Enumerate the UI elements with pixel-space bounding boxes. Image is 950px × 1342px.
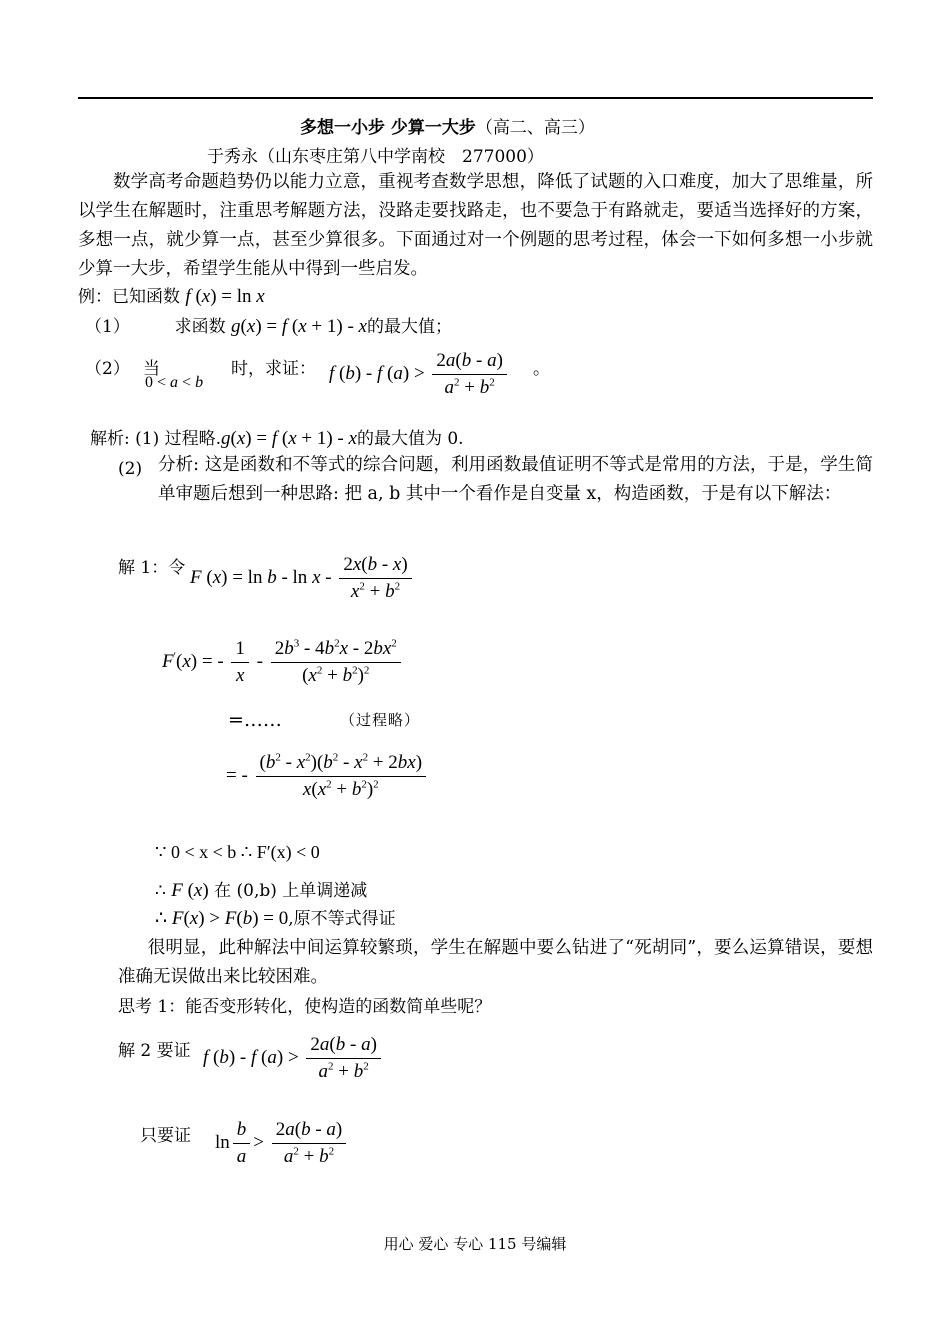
title-text: 多想一小步 少算一大步 [300, 118, 476, 138]
q1-formula: g(x) = f (x + 1) - x [231, 316, 367, 337]
intro-paragraph: 数学高考命题趋势仍以能力立意，重视考查数学思想，降低了试题的入口难度，加大了思维量，所以学生在解题时，注重思考解题方法，没路走要找路走，也不要急于有路就走，要适当选择好的方案，多想一点，就少算一点，甚至少算很多。下面通过对一个例题的思考过程，体会一下如何多想一小步就少算一大步，希望学生能从中得到一些启发。 [78, 172, 873, 279]
sol1-dots: =…… [228, 709, 282, 731]
sol2-label: 解 2 要证 [118, 1041, 191, 1061]
therefore-line-1 [155, 880, 367, 902]
q1-text: 求函数 [174, 317, 226, 337]
therefore2-text: ,原不等式得证 [288, 909, 396, 929]
top-rule [78, 97, 873, 99]
sol1-definition: F (x) = ln b - ln x - $\frac{2x(b - x)}{x^2 + b^2}$ [190, 554, 415, 603]
example-label: 例：已知函数 [78, 287, 180, 307]
sol1-factored: = - $\frac{(b^2 - x^2)(b^2 - x^2 + 2bx)}{x(x^2 + b^2)^2}$ [226, 752, 429, 801]
because-line: ∵ 0 < x < b ∴ F′(x) < 0 [155, 842, 320, 862]
therefore-line-2 [155, 908, 396, 930]
sol1-derivative: F′(x) = - $\frac{1}{x}$ - $\frac{2b^3 - 4b^2x - 2bx^2}{(x^2 + b^2)^2}$ [162, 638, 404, 687]
title-suffix: （高二、高三） [475, 118, 595, 138]
sol1-note: （过程略） [340, 711, 421, 729]
question-1 [85, 316, 452, 338]
analysis2-label: (2) [118, 459, 143, 479]
analysis1-tail: 的最大值为 0. [356, 429, 464, 449]
example-formula: f (x) = ln x [185, 286, 265, 307]
therefore1-text: 在 (0,b) 上单调递减 [214, 881, 368, 901]
q2-when: 当 [143, 359, 160, 379]
comment-paragraph: 很明显，此种解法中间运算较繁琐，学生在解题中要么钻进了“死胡同”，要么运算错误，要想准确无误做出来比较困难。 [118, 938, 873, 987]
therefore1-formula: F (x) [171, 880, 209, 901]
think-1: 思考 1：能否变形转化，使构造的函数简单些呢？ [118, 997, 492, 1017]
sol2-inequality: f (b) - f (a) > $\frac{2a(b - a)}{a^2 + b^2}$ [203, 1034, 384, 1083]
article-title [300, 117, 595, 139]
analysis2-text: 分析: 这是函数和不等式的综合问题，利用函数最值证明不等式是常用的方法，于是，学生简单审题后想到一种思路: 把 a, b 其中一个看作是自变量 x，构造函数，于是有以下解法： [158, 455, 873, 504]
author-line: 于秀永（山东枣庄第八中学南校 277000） [207, 147, 544, 167]
q2-end: 。 [533, 359, 550, 379]
q2-when-tail: 时，求证： [231, 359, 316, 379]
analysis-1 [90, 428, 464, 450]
analysis1-formula: g(x) = f (x + 1) - x [221, 428, 357, 449]
therefore2-formula: ∴ F(x) > F(b) = 0 [155, 908, 289, 929]
q1-label: （1） [85, 317, 130, 337]
only-prove-inequality: ln $\frac{b}{a}$ > $\frac{2a(b - a)}{a^2 + b^2}$ [215, 1119, 349, 1168]
analysis1-prefix: 解析: (1) 过程略. [90, 429, 222, 449]
q2-inequality: f (b) - f (a) > $\frac{2a(b - a)}{a^2 + b^2}$ [329, 350, 510, 399]
only-prove-label: 只要证 [140, 1126, 191, 1146]
q2-condition: 0 < a < b [145, 374, 204, 391]
therefore-symbol: ∴ [155, 881, 166, 901]
page-footer: 用心 爱心 专心 115 号编辑 [383, 1235, 567, 1253]
q1-tail: 的最大值； [366, 317, 452, 337]
sol1-label: 解 1：令 [118, 558, 186, 578]
example-line [78, 286, 265, 308]
q2-label: （2） [85, 359, 130, 379]
